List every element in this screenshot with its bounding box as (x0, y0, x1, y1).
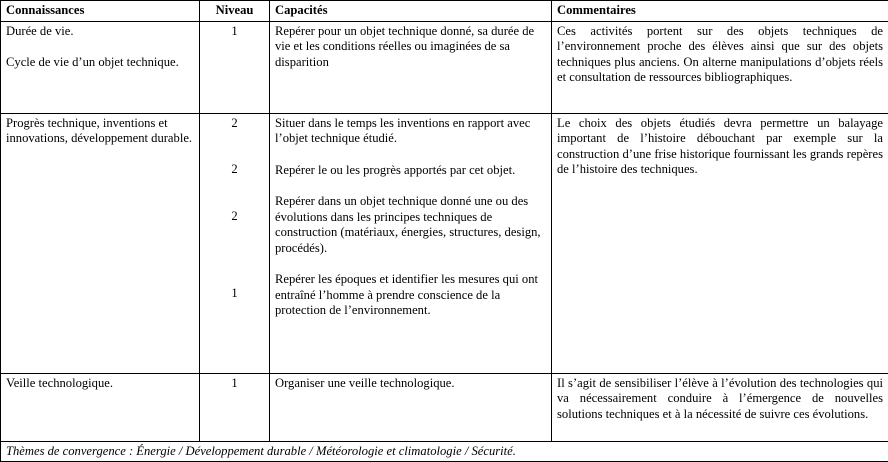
commentaire-cell (552, 373, 888, 441)
niveau-cell (200, 373, 270, 441)
capacite-text: Repérer le ou les progrès apportés par cet objet. (275, 163, 546, 179)
capacite-text: Repérer pour un objet technique donné, sa durée de vie et les conditions réelles ou imaginées de sa disparition (275, 24, 546, 71)
header-row (1, 1, 888, 22)
niveau-value: 2 (205, 162, 264, 178)
capacite-text: Repérer les époques et identifier les mesures qui ont entraîné l’homme à prendre conscience de la protection de l’environnement. (275, 272, 546, 319)
connaissance-text: Veille technologique. (6, 376, 194, 392)
connaissances-cell (1, 21, 200, 113)
niveau-value: 1 (205, 24, 264, 40)
niveau-value: 2 (205, 116, 264, 132)
capacite-text: Situer dans le temps les inventions en rapport avec l’objet technique étudié. (275, 116, 546, 147)
connaissance-text: Progrès technique, inventions et innovations, développement durable. (6, 116, 194, 147)
commentaire-text: Le choix des objets étudiés devra permettre un balayage important de l’histoire débouchant par exemple sur la construction d’une frise historique fournissant les grands repères de l’histoire des techniques. (557, 116, 883, 178)
niveau-value: 1 (205, 376, 264, 392)
niveau-value: 1 (205, 286, 264, 302)
commentaire-cell (552, 21, 888, 113)
header-niveau: Niveau (200, 1, 270, 22)
niveau-value: 2 (205, 209, 264, 225)
commentaire-cell (552, 113, 888, 373)
header-capacites: Capacités (270, 1, 552, 22)
connaissances-cell (1, 113, 200, 373)
capacites-cell (270, 113, 552, 373)
commentaire-text: Il s’agit de sensibiliser l’élève à l’évolution des technologies qui va nécessairement conduire à l’émergence de nouvelles solutions techniques et à la nécessité de suivre ces évolutions. (557, 376, 883, 423)
capacites-cell (270, 21, 552, 113)
capacite-text: Organiser une veille technologique. (275, 376, 546, 392)
table-row (1, 373, 888, 441)
connaissance-text: Durée de vie. (6, 24, 194, 40)
connaissances-cell (1, 373, 200, 441)
table-row (1, 113, 888, 373)
footer-row (1, 441, 888, 462)
connaissance-text: Cycle de vie d’un objet technique. (6, 55, 194, 71)
header-connaissances: Connaissances (1, 1, 200, 22)
capacites-cell (270, 373, 552, 441)
table-row (1, 21, 888, 113)
convergence-themes: Thèmes de convergence : Énergie / Développement durable / Météorologie et climatologie / Sécurité. (1, 441, 888, 462)
header-commentaires: Commentaires (552, 1, 888, 22)
commentaire-text: Ces activités portent sur des objets techniques de l’environnement proche des élèves ainsi que sur des objets techniques plus anciens. On alterne manipulations d’objets réels et consultation de ressources bibliographiques. (557, 24, 883, 86)
niveau-cell (200, 21, 270, 113)
niveau-cell (200, 113, 270, 373)
capacite-text: Repérer dans un objet technique donné une ou des évolutions dans les principes techniques de construction (matériaux, énergies, structures, design, procédés). (275, 194, 546, 256)
